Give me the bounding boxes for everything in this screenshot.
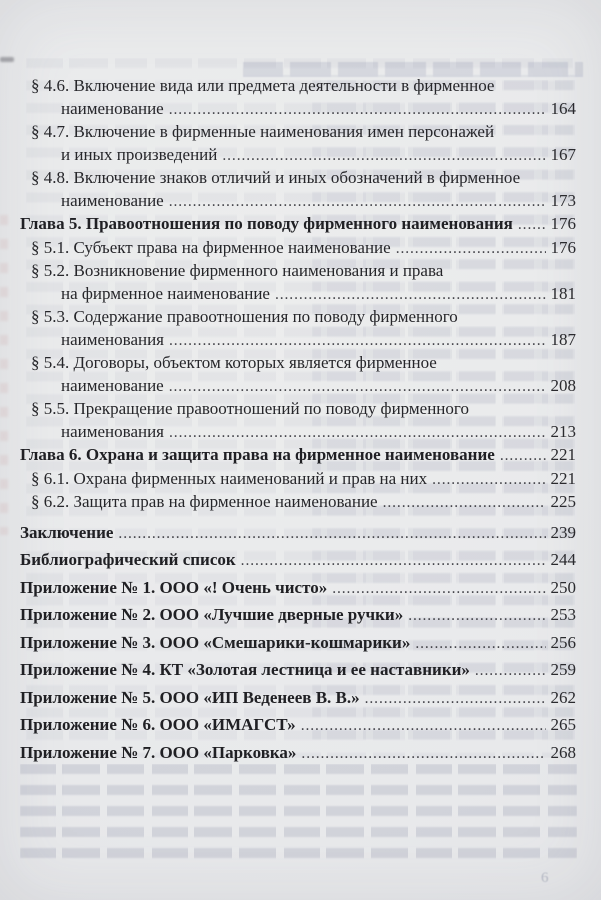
- toc-entry-appendix-5: [20, 687, 576, 711]
- page-number: 262: [550, 687, 576, 707]
- toc-entry-5-2: [20, 260, 576, 306]
- toc-entry-title: Приложение № 4. КТ «Золотая лестница и ее наставники»: [20, 660, 470, 679]
- toc-entry-4-8: [20, 167, 576, 213]
- toc-entry-chapter-5: [20, 213, 576, 237]
- toc-entry-title: Приложение № 1. ООО «! Очень чисто»: [20, 577, 328, 597]
- toc-entry-title: § 4.6. Включение вида или предмета деятельности в фирменное: [31, 76, 495, 95]
- toc-entry-4-7: [20, 121, 576, 167]
- toc-entry-title: § 4.7. Включение в фирменные наименования имен персонажей: [31, 122, 495, 141]
- dot-leader: [118, 522, 545, 546]
- page-number: 167: [550, 144, 576, 164]
- toc-entry-appendix-3: [20, 632, 576, 656]
- toc-entry-title: Приложение № 3. ООО «Смешарики-кошмарики»: [20, 632, 411, 652]
- toc-entry-appendix-7: [20, 742, 576, 766]
- toc-list: [20, 75, 576, 765]
- toc-entry-title: Заключение: [20, 522, 114, 542]
- toc-entry-title: § 6.2. Защита прав на фирменное наименование: [31, 492, 378, 511]
- page-number: 259: [550, 660, 576, 679]
- toc-entry-continuation: наименование: [61, 98, 164, 118]
- page-number: 221: [550, 445, 576, 464]
- dot-leader: [301, 714, 546, 738]
- dot-leader: [365, 687, 546, 711]
- toc-entry-continuation: наименования: [61, 329, 165, 349]
- toc-entry-5-1: [20, 237, 576, 261]
- page-number: 253: [550, 605, 576, 624]
- page-number: 181: [550, 283, 576, 303]
- toc-entry-title: Приложение № 2. ООО «Лучшие дверные ручки»: [20, 605, 404, 624]
- dot-leader: [222, 144, 545, 168]
- toc-entry-title: Глава 5. Правоотношения по поводу фирменного наименования: [20, 214, 513, 233]
- dot-leader: [169, 421, 545, 445]
- page-number: 265: [550, 715, 576, 734]
- page-number: 187: [550, 329, 576, 349]
- page-number: 164: [550, 98, 576, 118]
- toc-entry-appendix-4: [20, 659, 576, 683]
- toc-entry-conclusion: [20, 522, 576, 546]
- page-number: 176: [550, 214, 576, 233]
- toc-entry-title: Приложение № 6. ООО «ИМАГСТ»: [20, 715, 296, 734]
- toc-entry-appendix-1: [20, 577, 576, 601]
- dot-leader: [415, 632, 545, 656]
- toc-entry-continuation: и иных произведений: [61, 144, 218, 164]
- page-number: 176: [550, 237, 576, 257]
- dot-leader: [169, 190, 546, 214]
- page-number: 221: [550, 468, 576, 488]
- toc-entry-title: § 5.5. Прекращение правоотношений по поводу фирменного: [31, 399, 469, 418]
- dot-leader: [396, 237, 546, 261]
- toc-entry-title: § 6.1. Охрана фирменных наименований и прав на них: [31, 468, 428, 488]
- dot-leader: [241, 549, 546, 573]
- toc-entry-title: § 4.8. Включение знаков отличий и иных обозначений в фирменное: [31, 168, 521, 187]
- toc-entry-4-6: [20, 75, 576, 121]
- toc-entry-title: § 5.4. Договоры, объектом которых является фирменное: [31, 353, 437, 372]
- toc-entry-continuation: наименование: [61, 190, 164, 210]
- dot-leader: [275, 283, 546, 307]
- dot-leader: [475, 659, 546, 683]
- page-number: 173: [550, 190, 576, 210]
- bleedthrough-page-number: 6: [541, 870, 549, 886]
- page-number: 208: [550, 375, 576, 395]
- dot-leader: [301, 742, 545, 766]
- bleed-through-paragraph: [20, 764, 577, 866]
- dot-leader: [332, 577, 545, 601]
- toc-entry-title: Приложение № 7. ООО «Парковка»: [20, 742, 297, 762]
- page-number: 256: [550, 632, 576, 652]
- toc-entry-appendix-2: [20, 604, 576, 628]
- toc-entry-continuation: на фирменное наименование: [61, 283, 270, 303]
- toc-entry-title: § 5.3. Содержание правоотношения по поводу фирменного: [31, 307, 458, 326]
- page-number: 213: [550, 421, 576, 441]
- page-edge-mark: [0, 57, 14, 62]
- page-number: 225: [550, 492, 576, 511]
- toc-entry-title: § 5.2. Возникновение фирменного наименования и права: [31, 261, 444, 280]
- dot-leader: [169, 375, 546, 399]
- toc-entry-6-2: [20, 491, 576, 515]
- toc-entry-title: Библиографический список: [20, 550, 236, 569]
- dot-leader: [169, 329, 545, 353]
- dot-leader: [169, 98, 546, 122]
- page-number: 250: [550, 577, 576, 597]
- toc-entry-5-5: [20, 398, 576, 444]
- toc-entry-continuation: наименования: [61, 421, 165, 441]
- toc-entry-title: Приложение № 5. ООО «ИП Веденеев В. В.»: [20, 687, 360, 707]
- toc-entry-continuation: наименование: [61, 375, 164, 395]
- toc-entry-title: Глава 6. Охрана и защита права на фирменное наименование: [20, 445, 495, 464]
- toc-entry-5-3: [20, 306, 576, 352]
- dot-leader: [518, 213, 546, 237]
- dot-leader: [500, 444, 546, 468]
- dot-leader: [432, 468, 545, 492]
- bleed-through-left-edge: [0, 215, 8, 535]
- toc-entry-chapter-6: [20, 444, 576, 468]
- toc-entry-appendix-6: [20, 714, 576, 738]
- page-number: 268: [550, 742, 576, 762]
- toc-entry-title: § 5.1. Субъект права на фирменное наименование: [31, 237, 391, 257]
- toc-entry-bibliography: [20, 549, 576, 573]
- toc-entry-6-1: [20, 468, 576, 492]
- toc-entry-5-4: [20, 352, 576, 398]
- page-number: 239: [550, 522, 576, 542]
- dot-leader: [383, 491, 546, 515]
- page-number: 244: [550, 550, 576, 569]
- dot-leader: [408, 604, 545, 628]
